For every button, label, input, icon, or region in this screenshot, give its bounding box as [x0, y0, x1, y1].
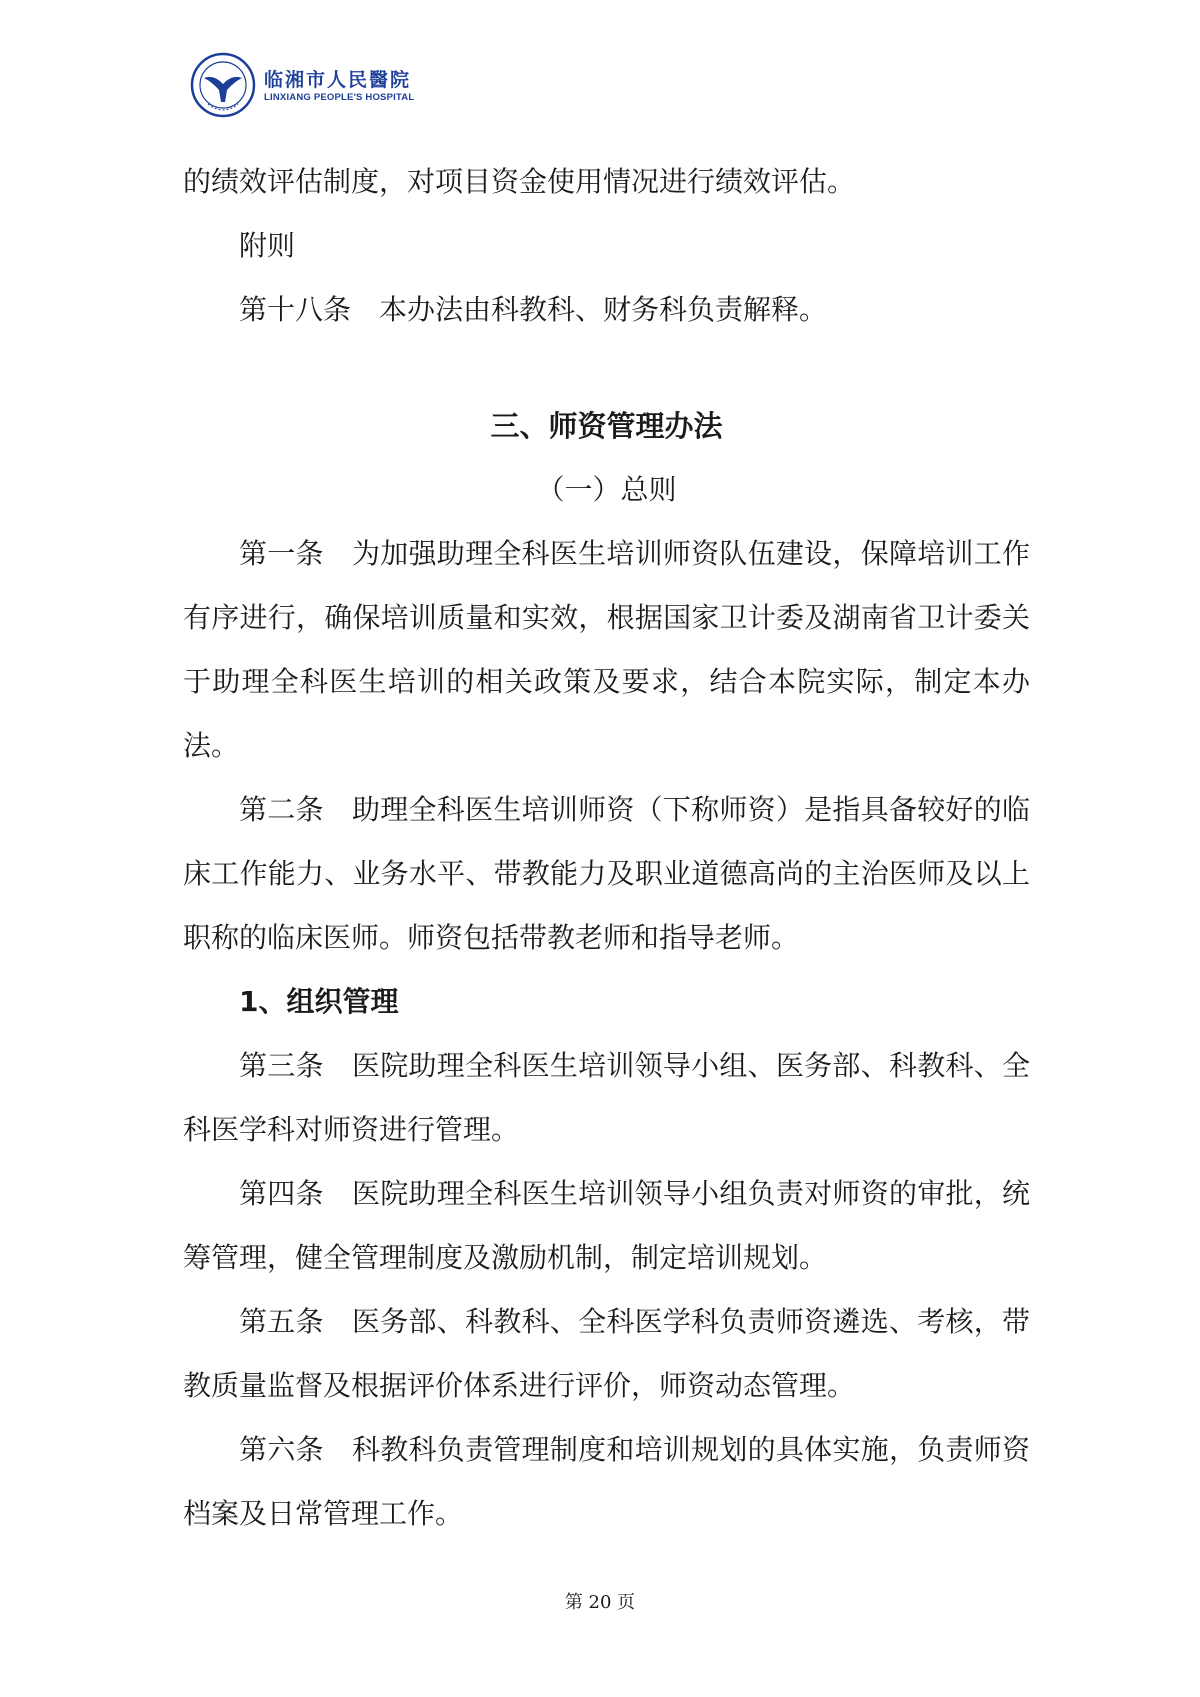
section-title: 三、师资管理办法 — [490, 409, 723, 443]
hospital-logo — [190, 52, 414, 118]
hospital-name-cn: 临湘市人民醫院 — [264, 68, 412, 91]
paragraph-article-6: 第六条 科教科负责管理制度和培训规划的具体实施，负责师资档案及日常管理工作。 — [183, 1433, 1030, 1530]
hospital-emblem-icon — [190, 52, 256, 118]
document-body — [183, 150, 1030, 1546]
hospital-name-en: LINXIANG PEOPLE'S HOSPITAL — [264, 91, 415, 103]
paragraph-article-5: 第五条 医务部、科教科、全科医学科负责师资遴选、考核，带教质量监督及根据评价体系进行评价，师资动态管理。 — [183, 1305, 1030, 1402]
paragraph-article-2: 第二条 助理全科医生培训师资（下称师资）是指具备较好的临床工作能力、业务水平、带教能力及职业道德高尚的主治医师及以上职称的临床医师。师资包括带教老师和指导老师。 — [183, 793, 1030, 954]
paragraph-article-4: 第四条 医院助理全科医生培训领导小组负责对师资的审批，统筹管理，健全管理制度及激励机制，制定培训规划。 — [183, 1177, 1030, 1274]
page-number: 第 20 页 — [564, 1592, 636, 1613]
paragraph-appendix: 附则 — [239, 229, 296, 262]
paragraph-1: 的绩效评估制度，对项目资金使用情况进行绩效评估。 — [183, 165, 856, 198]
spacer — [183, 342, 1030, 394]
paragraph-article-18: 第十八条 本办法由科教科、财务科负责解释。 — [239, 293, 828, 326]
subheading-organization: 1、组织管理 — [239, 985, 399, 1018]
sub-title: （一）总则 — [536, 473, 677, 506]
paragraph-article-1: 第一条 为加强助理全科医生培训师资队伍建设，保障培训工作有序进行，确保培训质量和实效，根据国家卫计委及湖南省卫计委关于助理全科医生培训的相关政策及要求，结合本院实际，制定本办法。 — [183, 537, 1030, 762]
paragraph-article-3: 第三条 医院助理全科医生培训领导小组、医务部、科教科、全科医学科对师资进行管理。 — [183, 1049, 1030, 1146]
